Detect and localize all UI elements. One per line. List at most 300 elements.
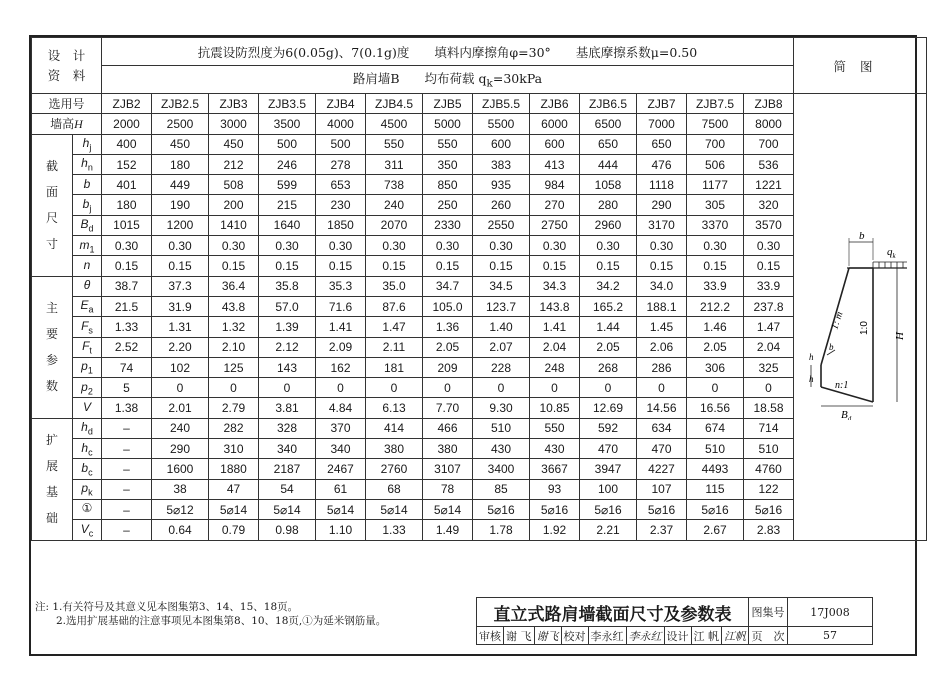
group-label-char: 尺 xyxy=(45,211,58,226)
table-row xyxy=(32,357,927,377)
value-cell: 93 xyxy=(530,479,580,499)
review-signature: 谢飞 xyxy=(534,627,561,645)
value-cell: – xyxy=(102,499,152,519)
value-cell: 305 xyxy=(687,195,744,215)
value-cell: 0 xyxy=(209,378,259,398)
value-cell: 246 xyxy=(259,154,316,174)
value-cell: 1200 xyxy=(152,215,209,235)
table-footer-space xyxy=(32,540,927,559)
value-cell: 500 xyxy=(316,134,366,154)
value-cell: 2.04 xyxy=(744,337,794,357)
sketch-label-qk: $q_k$ xyxy=(887,246,896,260)
design-label: 设计 xyxy=(664,627,691,645)
parameter-symbol xyxy=(73,296,102,316)
value-cell: 430 xyxy=(530,439,580,459)
height-row-label xyxy=(32,114,102,134)
value-cell: 228 xyxy=(473,357,530,377)
value-cell: 5⌀16 xyxy=(687,499,744,519)
value-cell: 0.30 xyxy=(102,236,152,256)
value-cell: 2.09 xyxy=(316,337,366,357)
parameter-symbol xyxy=(73,439,102,459)
model-cell: ZJB4 xyxy=(316,94,366,114)
value-cell: 311 xyxy=(366,154,423,174)
value-cell: 0 xyxy=(580,378,637,398)
value-cell: 5⌀16 xyxy=(580,499,637,519)
value-cell: 935 xyxy=(473,175,530,195)
value-cell: 370 xyxy=(316,418,366,438)
value-cell: 0.15 xyxy=(687,256,744,276)
value-cell: 400 xyxy=(102,134,152,154)
parameter-symbol xyxy=(73,499,102,519)
value-cell: 2.11 xyxy=(366,337,423,357)
value-cell: 125 xyxy=(209,357,259,377)
symbol-main: b xyxy=(81,460,89,475)
value-cell: 536 xyxy=(744,154,794,174)
value-cell: 510 xyxy=(473,418,530,438)
symbol-subscript: c xyxy=(88,528,94,539)
value-cell: 2.05 xyxy=(580,337,637,357)
value-cell: – xyxy=(102,418,152,438)
value-cell: 270 xyxy=(530,195,580,215)
value-cell: 0 xyxy=(259,378,316,398)
value-cell: 123.7 xyxy=(473,296,530,316)
retaining-wall-sketch xyxy=(807,230,912,420)
value-cell: 3400 xyxy=(473,459,530,479)
parameter-symbol xyxy=(73,134,102,154)
parameter-symbol xyxy=(73,256,102,276)
value-cell: 550 xyxy=(530,418,580,438)
value-cell: 0.64 xyxy=(152,520,209,540)
value-cell: 47 xyxy=(209,479,259,499)
value-cell: 1.33 xyxy=(366,520,423,540)
value-cell: 37.3 xyxy=(152,276,209,296)
value-cell: 650 xyxy=(580,134,637,154)
value-cell: 450 xyxy=(209,134,259,154)
value-cell: 268 xyxy=(580,357,637,377)
value-cell: 0.30 xyxy=(473,236,530,256)
value-cell: 74 xyxy=(102,357,152,377)
value-cell: 850 xyxy=(423,175,473,195)
value-cell: 209 xyxy=(423,357,473,377)
sketch-label-Bd: $B_d$ xyxy=(841,409,852,420)
value-cell: 2.37 xyxy=(637,520,687,540)
symbol-main: p xyxy=(81,481,89,496)
symbol-subscript: k xyxy=(88,487,93,498)
value-cell: 35.8 xyxy=(259,276,316,296)
design-data-label: 设 计 资 料 xyxy=(32,38,102,94)
value-cell: 5⌀16 xyxy=(744,499,794,519)
value-cell: 54 xyxy=(259,479,316,499)
title-block xyxy=(476,597,873,645)
value-cell: 215 xyxy=(259,195,316,215)
value-cell: 0.15 xyxy=(102,256,152,276)
value-cell: 34.5 xyxy=(473,276,530,296)
symbol-subscript: c xyxy=(88,467,93,478)
value-cell: 2.06 xyxy=(637,337,687,357)
value-cell: 212 xyxy=(209,154,259,174)
design-conditions-line: 抗震设防烈度为6(0.05g)、7(0.1g)度 填料内摩擦角φ=30° 基底摩擦系数μ=0.50 xyxy=(102,38,794,66)
value-cell: 0.15 xyxy=(744,256,794,276)
page-label: 页 次 xyxy=(749,627,788,645)
note-line: 注: 1.有关符号及其意义见本图集第3、14、15、18页。 xyxy=(35,601,299,613)
value-cell: 240 xyxy=(152,418,209,438)
parameter-symbol xyxy=(73,276,102,296)
value-cell: 466 xyxy=(423,418,473,438)
sketch-label-H: H xyxy=(894,332,906,340)
group-label xyxy=(32,276,73,418)
value-cell: 34.2 xyxy=(580,276,637,296)
value-cell: 6.13 xyxy=(366,398,423,418)
value-cell: 1.39 xyxy=(259,317,316,337)
value-cell: 2550 xyxy=(473,215,530,235)
value-cell: 1.40 xyxy=(473,317,530,337)
table-row xyxy=(32,398,927,418)
sketch-title: 简图 xyxy=(794,38,927,94)
value-cell: 470 xyxy=(580,439,637,459)
parameter-symbol xyxy=(73,236,102,256)
value-cell: 122 xyxy=(744,479,794,499)
value-cell: 1058 xyxy=(580,175,637,195)
value-cell: 18.58 xyxy=(744,398,794,418)
table-row xyxy=(32,317,927,337)
value-cell: 1600 xyxy=(152,459,209,479)
value-cell: 2.01 xyxy=(152,398,209,418)
value-cell: 4227 xyxy=(637,459,687,479)
value-cell: 2.12 xyxy=(259,337,316,357)
value-cell: 700 xyxy=(744,134,794,154)
symbol-main: m xyxy=(79,237,90,252)
value-cell: 181 xyxy=(366,357,423,377)
value-cell: 508 xyxy=(209,175,259,195)
value-cell: 592 xyxy=(580,418,637,438)
value-cell: 5⌀14 xyxy=(423,499,473,519)
sketch-label-n: n:1 xyxy=(835,380,849,391)
check-name: 李永红 xyxy=(588,627,626,645)
value-cell: 5⌀14 xyxy=(259,499,316,519)
value-cell: 700 xyxy=(687,134,744,154)
value-cell: – xyxy=(102,479,152,499)
value-cell: 61 xyxy=(316,479,366,499)
value-cell: 1.38 xyxy=(102,398,152,418)
group-label-char: 面 xyxy=(45,185,58,200)
review-label: 审核 xyxy=(477,627,504,645)
value-cell: 2.04 xyxy=(530,337,580,357)
model-cell: ZJB6.5 xyxy=(580,94,637,114)
value-cell: 1221 xyxy=(744,175,794,195)
table-row xyxy=(32,459,927,479)
value-cell: 2.83 xyxy=(744,520,794,540)
value-cell: 0.15 xyxy=(530,256,580,276)
value-cell: 1.46 xyxy=(687,317,744,337)
value-cell: 0.30 xyxy=(259,236,316,256)
design-signature: 江帆 xyxy=(722,627,749,645)
value-cell: 290 xyxy=(637,195,687,215)
value-cell: 5 xyxy=(102,378,152,398)
model-cell: ZJB5 xyxy=(423,94,473,114)
parameter-symbol xyxy=(73,337,102,357)
value-cell: 310 xyxy=(209,439,259,459)
page-number: 57 xyxy=(788,627,873,645)
value-cell: 57.0 xyxy=(259,296,316,316)
value-cell: 105.0 xyxy=(423,296,473,316)
value-cell: 107 xyxy=(637,479,687,499)
value-cell: 1.36 xyxy=(423,317,473,337)
value-cell: 984 xyxy=(530,175,580,195)
value-cell: 68 xyxy=(366,479,423,499)
parameter-table xyxy=(31,37,927,559)
value-cell: 0.15 xyxy=(259,256,316,276)
height-symbol: H xyxy=(74,117,83,132)
parameter-symbol xyxy=(73,154,102,174)
value-cell: 510 xyxy=(687,439,744,459)
value-cell: 2.79 xyxy=(209,398,259,418)
value-cell: 600 xyxy=(473,134,530,154)
value-cell: 36.4 xyxy=(209,276,259,296)
symbol-subscript: 1 xyxy=(87,365,93,376)
model-row-label: 选用号 xyxy=(32,94,102,114)
value-cell: 35.0 xyxy=(366,276,423,296)
review-name: 谢 飞 xyxy=(504,627,535,645)
value-cell: 5⌀16 xyxy=(637,499,687,519)
symbol-main: F xyxy=(81,318,89,333)
symbol-main: h xyxy=(82,136,90,151)
parameter-symbol xyxy=(73,195,102,215)
value-cell: 430 xyxy=(473,439,530,459)
model-cell: ZJB8 xyxy=(744,94,794,114)
height-cell: 2500 xyxy=(152,114,209,134)
sketch-label-m1: 1: m xyxy=(829,310,846,331)
value-cell: – xyxy=(102,459,152,479)
value-cell: 0 xyxy=(687,378,744,398)
value-cell: 200 xyxy=(209,195,259,215)
value-cell: 0.30 xyxy=(687,236,744,256)
value-cell: 350 xyxy=(423,154,473,174)
note-line: 2.选用扩展基础的注意事项见本图集第8、10、18页,①为延米钢筋量。 xyxy=(35,615,387,627)
model-cell: ZJB2 xyxy=(102,94,152,114)
parameter-symbol xyxy=(73,215,102,235)
value-cell: 5⌀14 xyxy=(209,499,259,519)
value-cell: 143 xyxy=(259,357,316,377)
table-row xyxy=(32,296,927,316)
value-cell: 85 xyxy=(473,479,530,499)
value-cell: 320 xyxy=(744,195,794,215)
value-cell: 0.15 xyxy=(152,256,209,276)
value-cell: 5⌀14 xyxy=(316,499,366,519)
group-label xyxy=(32,418,73,540)
value-cell: 325 xyxy=(744,357,794,377)
group-label-char: 主 xyxy=(45,301,58,316)
group-label-char: 基 xyxy=(45,485,58,500)
parameter-symbol xyxy=(73,418,102,438)
value-cell: 0 xyxy=(423,378,473,398)
value-cell: 34.3 xyxy=(530,276,580,296)
group-label xyxy=(32,134,73,276)
value-cell: 212.2 xyxy=(687,296,744,316)
notes xyxy=(35,600,386,628)
value-cell: 188.1 xyxy=(637,296,687,316)
height-cell: 8000 xyxy=(744,114,794,134)
value-cell: 449 xyxy=(152,175,209,195)
model-cell: ZJB3 xyxy=(209,94,259,114)
symbol-main: h xyxy=(81,156,88,171)
parameter-symbol xyxy=(73,357,102,377)
group-label-char: 截 xyxy=(45,159,58,174)
value-cell: 380 xyxy=(423,439,473,459)
value-cell: 102 xyxy=(152,357,209,377)
design-name: 江 帆 xyxy=(691,627,722,645)
value-cell: 180 xyxy=(152,154,209,174)
value-cell: 0.30 xyxy=(152,236,209,256)
value-cell: 3947 xyxy=(580,459,637,479)
value-cell: 3370 xyxy=(687,215,744,235)
value-cell: 165.2 xyxy=(580,296,637,316)
value-cell: 0.30 xyxy=(744,236,794,256)
value-cell: 2.05 xyxy=(423,337,473,357)
value-cell: 5⌀14 xyxy=(366,499,423,519)
group-label-char: 参 xyxy=(45,353,58,368)
value-cell: 1.44 xyxy=(580,317,637,337)
value-cell: 1.31 xyxy=(152,317,209,337)
value-cell: 100 xyxy=(580,479,637,499)
value-cell: 653 xyxy=(316,175,366,195)
parameter-symbol xyxy=(73,317,102,337)
value-cell: 87.6 xyxy=(366,296,423,316)
symbol-subscript: t xyxy=(89,345,92,356)
value-cell: 0.15 xyxy=(580,256,637,276)
symbol-subscript: d xyxy=(88,223,94,234)
symbol-main: b xyxy=(83,176,91,191)
model-cell: ZJB7 xyxy=(637,94,687,114)
value-cell: 0.30 xyxy=(530,236,580,256)
parameter-symbol xyxy=(73,459,102,479)
table-row xyxy=(32,520,927,540)
value-cell: 3570 xyxy=(744,215,794,235)
value-cell: 34.7 xyxy=(423,276,473,296)
atlas-number-label: 图集号 xyxy=(749,598,788,627)
group-label-char: 扩 xyxy=(45,433,58,448)
table-row xyxy=(32,337,927,357)
value-cell: 10.85 xyxy=(530,398,580,418)
table-row xyxy=(32,479,927,499)
height-cell: 2000 xyxy=(102,114,152,134)
parameter-symbol xyxy=(73,520,102,540)
value-cell: 738 xyxy=(366,175,423,195)
symbol-subscript: j xyxy=(89,142,92,153)
value-cell: 260 xyxy=(473,195,530,215)
value-cell: 444 xyxy=(580,154,637,174)
value-cell: 5⌀16 xyxy=(473,499,530,519)
parameter-symbol xyxy=(73,479,102,499)
value-cell: – xyxy=(102,520,152,540)
check-signature: 李永红 xyxy=(626,627,664,645)
value-cell: 237.8 xyxy=(744,296,794,316)
model-cell: ZJB7.5 xyxy=(687,94,744,114)
value-cell: 650 xyxy=(637,134,687,154)
sketch-label-hn: h xyxy=(809,374,814,384)
value-cell: 0.79 xyxy=(209,520,259,540)
value-cell: 0.15 xyxy=(473,256,530,276)
value-cell: 280 xyxy=(580,195,637,215)
value-cell: 550 xyxy=(423,134,473,154)
value-cell: 230 xyxy=(316,195,366,215)
symbol-main: θ xyxy=(83,278,91,293)
value-cell: 2330 xyxy=(423,215,473,235)
value-cell: 0.15 xyxy=(209,256,259,276)
value-cell: 180 xyxy=(102,195,152,215)
model-cell: ZJB3.5 xyxy=(259,94,316,114)
value-cell: 38 xyxy=(152,479,209,499)
value-cell: 2960 xyxy=(580,215,637,235)
height-cell: 4500 xyxy=(366,114,423,134)
table-row xyxy=(32,195,927,215)
value-cell: 0.30 xyxy=(637,236,687,256)
table-row xyxy=(32,378,927,398)
value-cell: 470 xyxy=(637,439,687,459)
symbol-main: h xyxy=(81,420,88,435)
height-cell: 5500 xyxy=(473,114,530,134)
value-cell: 1850 xyxy=(316,215,366,235)
value-cell: 1.33 xyxy=(102,317,152,337)
value-cell: 599 xyxy=(259,175,316,195)
value-cell: 1.78 xyxy=(473,520,530,540)
value-cell: 33.9 xyxy=(744,276,794,296)
value-cell: 3667 xyxy=(530,459,580,479)
model-cell: ZJB2.5 xyxy=(152,94,209,114)
value-cell: 476 xyxy=(637,154,687,174)
symbol-main: p xyxy=(81,359,88,374)
value-cell: 1.41 xyxy=(316,317,366,337)
value-cell: 0.30 xyxy=(366,236,423,256)
check-label: 校对 xyxy=(561,627,588,645)
table-row xyxy=(32,236,927,256)
value-cell: 78 xyxy=(423,479,473,499)
value-cell: 1880 xyxy=(209,459,259,479)
value-cell: 71.6 xyxy=(316,296,366,316)
value-cell: 0 xyxy=(744,378,794,398)
value-cell: 1.92 xyxy=(530,520,580,540)
table-row xyxy=(32,215,927,235)
symbol-main: h xyxy=(81,440,89,455)
value-cell: 3.81 xyxy=(259,398,316,418)
value-cell: 4493 xyxy=(687,459,744,479)
load-conditions-line: 路肩墙B 均布荷载 $q_k=30kPa$ xyxy=(102,66,794,94)
value-cell: 0.15 xyxy=(316,256,366,276)
value-cell: 383 xyxy=(473,154,530,174)
value-cell: 282 xyxy=(209,418,259,438)
sketch-label-bj: b xyxy=(829,342,834,352)
sketch-label-hj: h xyxy=(809,352,814,362)
table-row xyxy=(32,256,927,276)
value-cell: 0 xyxy=(473,378,530,398)
value-cell: 380 xyxy=(366,439,423,459)
value-cell: 1.47 xyxy=(366,317,423,337)
symbol-main: F xyxy=(82,339,90,354)
value-cell: 143.8 xyxy=(530,296,580,316)
value-cell: 290 xyxy=(152,439,209,459)
value-cell: 152 xyxy=(102,154,152,174)
value-cell: 414 xyxy=(366,418,423,438)
symbol-subscript: a xyxy=(88,304,94,315)
value-cell: 14.56 xyxy=(637,398,687,418)
value-cell: 12.69 xyxy=(580,398,637,418)
value-cell: 340 xyxy=(316,439,366,459)
value-cell: 286 xyxy=(637,357,687,377)
value-cell: 35.3 xyxy=(316,276,366,296)
value-cell: 413 xyxy=(530,154,580,174)
value-cell: 1.45 xyxy=(637,317,687,337)
value-cell: 1.32 xyxy=(209,317,259,337)
value-cell: 2760 xyxy=(366,459,423,479)
